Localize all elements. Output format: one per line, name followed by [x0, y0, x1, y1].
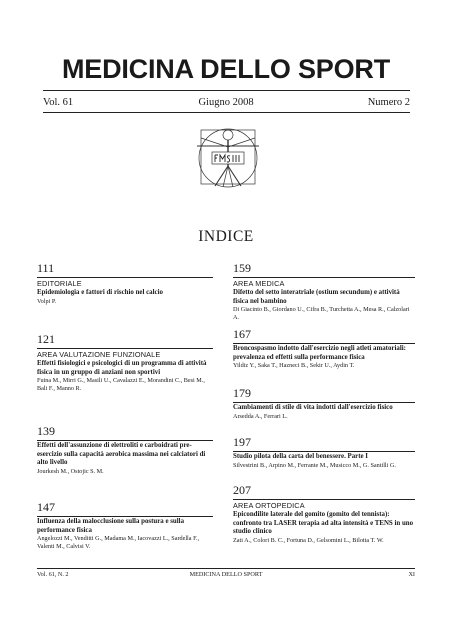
entry-page-number: 159 [233, 261, 251, 275]
entry-authors: Angelozzi M., Venditti G., Madama M., Iacovazzi L., Sardella F., Valenti M., Calvisi V. [37, 535, 200, 551]
entry-title: Broncospasmo indotto dall'esercizio negli atleti amatoriali: prevalenza ed effetti sulla performance fisica [233, 345, 406, 361]
entry-authors: Volpi P. [37, 297, 57, 305]
toc-entry[interactable] [37, 425, 213, 476]
toc-entry[interactable] [37, 333, 213, 393]
entry-page-number: 167 [233, 327, 251, 341]
entry-page-number: 139 [37, 424, 55, 438]
index-heading: INDICE [198, 228, 254, 245]
fmsi-emblem-icon [185, 122, 271, 194]
entry-divider [233, 499, 415, 500]
entry-section: AREA VALUTAZIONE FUNZIONALE [37, 350, 161, 359]
entry-page-number: 147 [37, 500, 55, 514]
volume-label: Vol. 61 [43, 97, 74, 108]
entry-title: Difetto del setto interatriale (ostium secundum) e attività fisica nel bambino [233, 289, 400, 305]
toc-entry[interactable] [233, 328, 415, 370]
toc-entry[interactable] [233, 387, 415, 421]
entry-authors: Jourkesh M., Ostojic S. M. [37, 467, 104, 475]
entry-title: Influenza della malocclusione sulla postura e sulla performance fisica [37, 518, 185, 534]
header-rule-top [43, 90, 410, 91]
entry-authors: Di Giacinto B., Giordano U., Cifra B., Turchetta A., Mesa R., Calzolari A. [233, 306, 410, 322]
entry-page-number: 121 [37, 332, 55, 346]
entry-divider [233, 277, 415, 278]
entry-divider [37, 277, 213, 278]
entry-page-number: 207 [233, 483, 251, 497]
toc-entry[interactable] [37, 262, 213, 306]
entry-page-number: 197 [233, 435, 251, 449]
entry-title: Effetti fisiologici e psicologici di un programma di attività fisica in un gruppo di anziani non sportivi [37, 360, 207, 376]
entry-title: Effetti dell'assunzione di elettroliti e carboidrati pre-esercizio sulla capacità aerobica massima nei calciatori di alto livello [37, 442, 206, 467]
entry-divider [233, 451, 415, 452]
toc-entry[interactable] [233, 436, 415, 470]
entry-divider [37, 348, 213, 349]
header-rule-bottom [43, 112, 410, 113]
entry-divider [37, 516, 213, 517]
entry-title: Studio pilota della carta del benessere. Parte I [233, 453, 368, 460]
entry-title: Cambiamenti di stile di vita indotti dall'esercizio fisico [233, 404, 393, 411]
entry-authors: Silvestrini B., Arpino M., Ferrante M., Musicco M., G. Santilli G. [233, 461, 396, 469]
toc-entry[interactable] [233, 262, 415, 322]
issue-number: Numero 2 [367, 97, 410, 108]
footer-rule [37, 568, 415, 569]
entry-authors: Arsedda A., Ferrari L. [233, 412, 288, 420]
entry-section: EDITORIALE [37, 279, 82, 288]
footer-journal: MEDICINA DELLO SPORT [189, 571, 263, 578]
entry-section: AREA MEDICA [233, 279, 285, 288]
toc-entry[interactable] [37, 501, 213, 551]
entry-divider [233, 343, 415, 344]
entry-title: Epicondilite laterale del gomito (gomito del tennista): confronto tra LASER terapia ad alta intensità e TENS in uno studio clinico [233, 511, 414, 536]
issue-date: Giugno 2008 [198, 97, 254, 108]
entry-authors: Zati A., Colori B. C., Fortuna D., Gelsomini L., Bilotta T. W. [233, 536, 384, 544]
entry-authors: Yildiz Y., Saka T., Hazneci B., Sekir U., Aydin T. [233, 362, 355, 370]
entry-title: Epidemiologia e fattori di rischio nel calcio [37, 289, 163, 296]
entry-authors: Fuina M., Mirri G., Masili U., Cavalazzi E., Morandini C., Besi M., Bali F., Manno R. [37, 377, 205, 393]
entry-page-number: 111 [37, 261, 55, 275]
entry-page-number: 179 [233, 386, 251, 400]
footer-issue: Vol. 61, N. 2 [37, 571, 69, 578]
journal-title: MEDICINA DELLO SPORT [61, 54, 390, 84]
entry-divider [37, 440, 213, 441]
entry-divider [233, 402, 415, 403]
footer-page-number: XI [408, 571, 415, 578]
toc-entry[interactable] [233, 484, 415, 545]
entry-section: AREA ORTOPEDICA [233, 501, 305, 510]
